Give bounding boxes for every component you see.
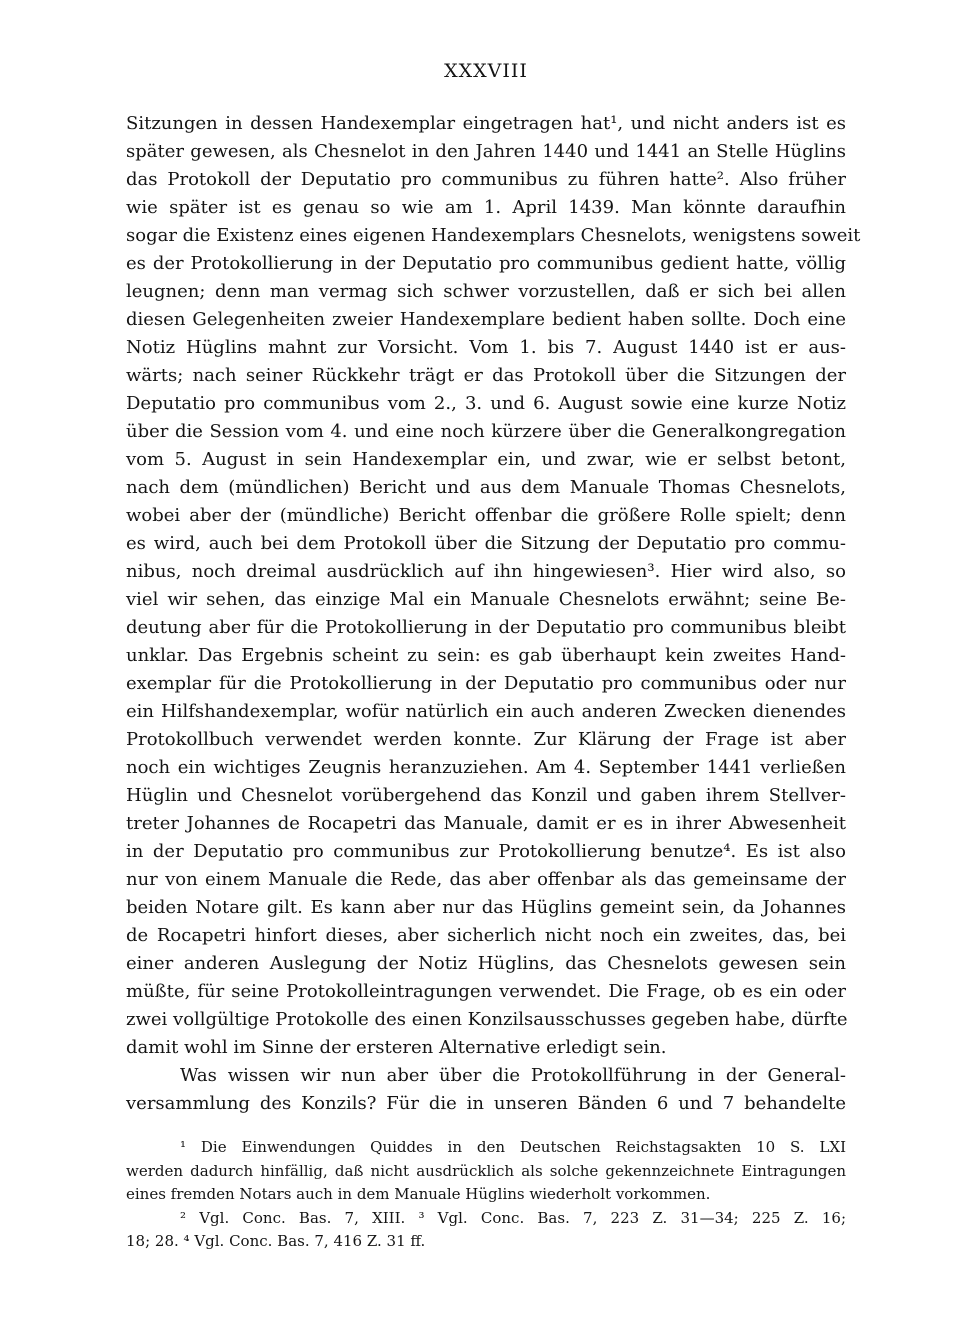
body-line: später gewesen, als Chesnelot in den Jahren 1440 und 1441 an Stelle Hüglins xyxy=(126,141,846,162)
body-line: unklar. Das Ergebnis scheint zu sein: es gab überhaupt kein zweites Hand- xyxy=(126,645,846,666)
body-line: Sitzungen in dessen Handexemplar eingetragen hat¹, und nicht anders ist es xyxy=(126,113,846,134)
page-number: XXXVIII xyxy=(444,60,528,82)
body-line: leugnen; denn man vermag sich schwer vorzustellen, daß er sich bei allen xyxy=(126,281,846,302)
body-line: damit wohl im Sinne der ersteren Alternative erledigt sein. xyxy=(126,1037,667,1058)
body-line: Hüglin und Chesnelot vorübergehend das Konzil und gaben ihrem Stellver- xyxy=(126,785,846,806)
body-line: vom 5. August in sein Handexemplar ein, und zwar, wie er selbst betont, xyxy=(126,449,846,470)
body-line: beiden Notare gilt. Es kann aber nur das Hüglins gemeint sein, da Johannes xyxy=(126,897,846,918)
body-line: das Protokoll der Deputatio pro communibus zu führen hatte². Also früher xyxy=(126,169,846,190)
body-line: Was wissen wir nun aber über die Protokollführung in der General- xyxy=(180,1065,846,1086)
footnote-line: ¹ Die Einwendungen Quiddes in den Deutschen Reichstagsakten 10 S. LXI xyxy=(180,1138,846,1156)
body-line: über die Session vom 4. und eine noch kürzere über die Generalkongregation xyxy=(126,421,846,442)
footnote-line: 18; 28. ⁴ Vgl. Conc. Bas. 7, 416 Z. 31 ff. xyxy=(126,1232,426,1250)
body-line: nur von einem Manuale die Rede, das aber offenbar als das gemeinsame der xyxy=(126,869,846,890)
body-line: Notiz Hüglins mahnt zur Vorsicht. Vom 1. bis 7. August 1440 ist er aus- xyxy=(126,337,846,358)
body-line: versammlung des Konzils? Für die in unseren Bänden 6 und 7 behandelte xyxy=(126,1093,846,1114)
body-line: wobei aber der (mündliche) Bericht offenbar die größere Rolle spielt; denn xyxy=(126,505,846,526)
body-line: ein Hilfshandexemplar, wofür natürlich ein auch anderen Zwecken dienendes xyxy=(126,701,846,722)
body-line: sogar die Existenz eines eigenen Handexemplars Chesnelots, wenigstens soweit xyxy=(126,225,861,246)
footnote-line: eines fremden Notars auch in dem Manuale Hüglins wiederholt vorkommen. xyxy=(126,1185,711,1203)
body-text xyxy=(126,110,861,1118)
body-line: in der Deputatio pro communibus zur Protokollierung benutze⁴. Es ist also xyxy=(126,841,846,862)
body-line: deutung aber für die Protokollierung in der Deputatio pro communibus bleibt xyxy=(126,617,846,638)
body-line: Deputatio pro communibus vom 2., 3. und 6. August sowie eine kurze Notiz xyxy=(126,393,846,414)
body-line: nach dem (mündlichen) Bericht und aus dem Manuale Thomas Chesnelots, xyxy=(126,477,846,498)
body-line: zwei vollgültige Protokolle des einen Konzilsausschusses gegeben habe, dürfte xyxy=(126,1009,848,1030)
body-line: viel wir sehen, das einzige Mal ein Manuale Chesnelots erwähnt; seine Be- xyxy=(126,589,846,610)
document-page xyxy=(126,56,861,1254)
body-line: es wird, auch bei dem Protokoll über die Sitzung der Deputatio pro commu- xyxy=(126,533,846,554)
body-line: wie später ist es genau so wie am 1. April 1439. Man könnte daraufhin xyxy=(126,197,846,218)
footnotes xyxy=(126,1136,846,1254)
body-line: diesen Gelegenheiten zweier Handexemplare bedient haben sollte. Doch eine xyxy=(126,309,846,330)
footnote-line: ² Vgl. Conc. Bas. 7, XIII. ³ Vgl. Conc. Bas. 7, 223 Z. 31—34; 225 Z. 16; xyxy=(180,1208,846,1227)
body-line: einer anderen Auslegung der Notiz Hüglins, das Chesnelots gewesen sein xyxy=(126,953,846,974)
body-line: wärts; nach seiner Rückkehr trägt er das Protokoll über die Sitzungen der xyxy=(126,365,846,386)
footnote-line: werden dadurch hinfällig, daß nicht ausdrücklich als solche gekennzeichnete Eintragungen xyxy=(126,1161,846,1180)
footnote-separator xyxy=(126,1118,846,1136)
body-line: müßte, für seine Protokolleintragungen verwendet. Die Frage, ob es ein oder xyxy=(126,981,846,1002)
body-line: noch ein wichtiges Zeugnis heranzuziehen. Am 4. September 1441 verließen xyxy=(126,757,846,778)
body-line: treter Johannes de Rocapetri das Manuale, damit er es in ihrer Abwesenheit xyxy=(126,813,846,834)
body-line: Protokollbuch verwendet werden konnte. Zur Klärung der Frage ist aber xyxy=(126,729,846,750)
body-line: nibus, noch dreimal ausdrücklich auf ihn hingewiesen³. Hier wird also, so xyxy=(126,561,846,582)
body-line: exemplar für die Protokollierung in der Deputatio pro communibus oder nur xyxy=(126,673,846,694)
body-line: es der Protokollierung in der Deputatio pro communibus gedient hatte, völlig xyxy=(126,253,846,274)
body-line: de Rocapetri hinfort dieses, aber sicherlich nicht noch ein zweites, das, bei xyxy=(126,925,846,946)
